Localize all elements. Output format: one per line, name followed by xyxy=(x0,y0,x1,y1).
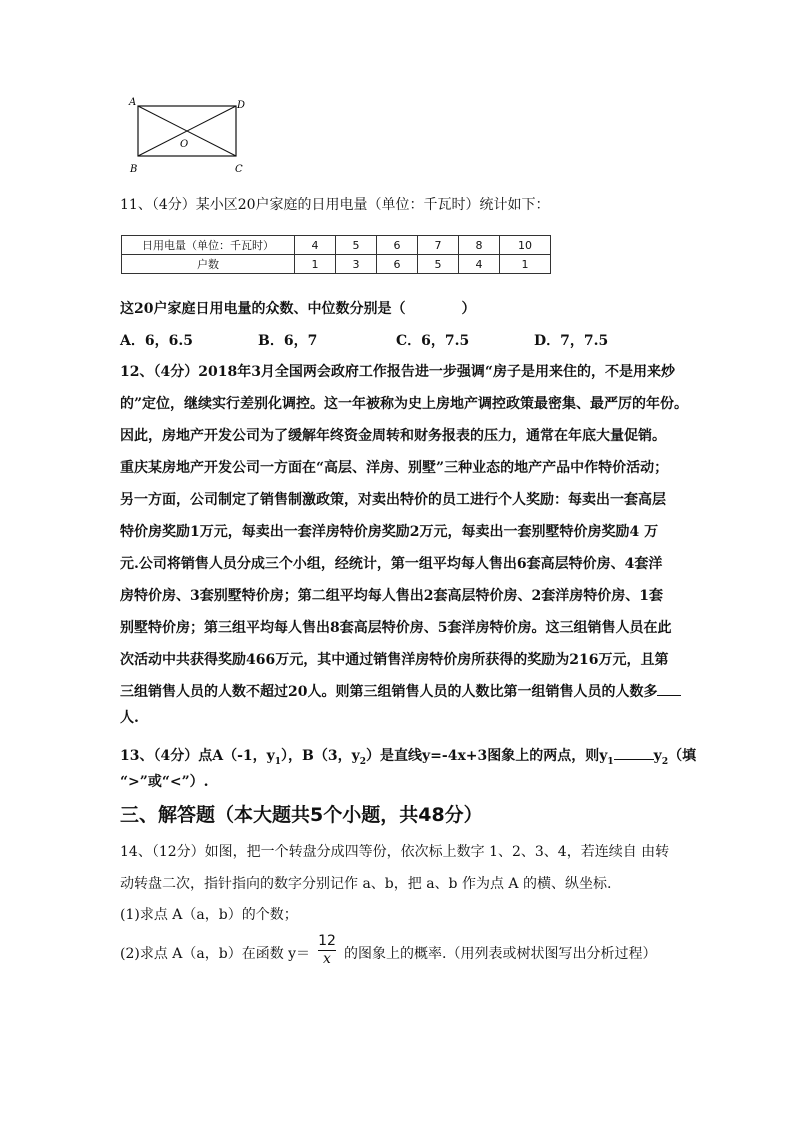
q12-line: 另一方面，公司制定了销售制激政策，对卖出特价的员工进行个人奖励：每卖出一套高层 xyxy=(120,492,666,508)
table-cell: 4 xyxy=(459,255,500,274)
table-row xyxy=(122,255,551,274)
option-a: A．6，6.5 xyxy=(120,333,193,349)
label-c: C xyxy=(235,164,243,175)
q14-line1: 14、（12分）如图，把一个转盘分成四等份，依次标上数字 1、2、3、4，若连续自 由转 xyxy=(120,844,670,860)
q14-sub2-pre: (2)求点 A（a，b）在函数 y＝ xyxy=(120,946,311,962)
option-d: D．7，7.5 xyxy=(534,333,609,349)
q13-text: 13、（4分）点A（-1，y xyxy=(120,748,275,764)
electricity-table xyxy=(121,235,551,274)
table-cell: 6 xyxy=(377,255,418,274)
q12-line: 12、（4分）2018年3月全国两会政府工作报告进一步强调“房子是用来住的，不是用来炒 xyxy=(120,364,675,380)
subscript: 1 xyxy=(607,756,614,767)
q13-text: ），B（3，y xyxy=(281,748,360,764)
q12-line: 特价房奖励1万元，每卖出一套洋房特价房奖励2万元，每卖出一套别墅特价房奖励4 万 xyxy=(120,524,659,540)
table-cell: 5 xyxy=(418,255,459,274)
q12-line: 三组销售人员的人数不超过20人。则第三组销售人员的人数比第一组销售人员的人数多 xyxy=(120,684,658,700)
fraction-denominator: x xyxy=(323,951,331,967)
q12-line: 房特价房、3套别墅特价房；第二组平均每人售出2套高层特价房、2套洋房特价房、1套 xyxy=(120,588,663,604)
table-cell: 4 xyxy=(295,236,336,255)
fraction-numerator: 12 xyxy=(318,933,336,949)
q12-line-end: 人. xyxy=(120,710,139,726)
table-cell: 1 xyxy=(295,255,336,274)
q12-line: 次活动中共获得奖励466万元，其中通过销售洋房特价房所获得的奖励为216万元，且第 xyxy=(120,652,669,668)
option-c: C．6，7.5 xyxy=(396,333,470,349)
label-a: A xyxy=(129,97,137,108)
label-o: O xyxy=(180,139,189,150)
label-d: D xyxy=(237,100,246,111)
q13-line1: 13、（4分）点A（-1，$y_1$），B（3，$y_2$）是直线y=-4x+3图象上的两点，则$y_1$ $y_2$（填 xyxy=(120,742,696,776)
table-cell: 6 xyxy=(377,236,418,255)
q12-last-text-line xyxy=(120,678,681,706)
table-row xyxy=(122,236,551,255)
table-cell: 8 xyxy=(459,236,500,255)
table-cell: 1 xyxy=(500,255,551,274)
q14-sub2-post: 的图象上的概率.（用列表或树状图写出分析过程） xyxy=(344,946,657,962)
table-cell: 5 xyxy=(336,236,377,255)
q14-sub1: (1)求点 A（a，b）的个数； xyxy=(120,907,298,923)
table-cell: 日用电量（单位：千瓦时） xyxy=(122,236,295,255)
rectangle-figure xyxy=(118,92,258,178)
answer-blank xyxy=(614,745,654,760)
label-b: B xyxy=(130,164,138,175)
subscript: 2 xyxy=(661,756,669,767)
option-b: B．6，7 xyxy=(258,333,318,349)
fraction-12-over-x xyxy=(316,933,338,967)
q14-line2: 动转盘二次，指针指向的数字分别记作 a、b，把 a、b 作为点 A 的横、纵坐标. xyxy=(120,876,612,892)
q13-text: （填 xyxy=(668,748,697,764)
q11-stem: 11、（4分）某小区20户家庭的日用电量（单位：千瓦时）统计如下： xyxy=(120,197,550,213)
q13-line2: “>”或“<”）. xyxy=(120,774,209,790)
table-cell: 3 xyxy=(336,255,377,274)
q12-line: 元.公司将销售人员分成三个小组，经统计，第一组平均每人售出6套高层特价房、4套洋 xyxy=(120,556,663,572)
q12-line: 重庆某房地产开发公司一方面在“高层、洋房、别墅”三种业态的地产产品中作特价活动； xyxy=(120,460,669,476)
table-cell: 7 xyxy=(418,236,459,255)
q12-line: 的”定位，继续实行差别化调控。这一年被称为史上房地产调控政策最密集、最严厉的年份。 xyxy=(120,396,689,412)
subscript: 2 xyxy=(359,756,367,767)
q11-question: 这20户家庭日用电量的众数、中位数分别是（ ） xyxy=(120,301,476,317)
answer-blank xyxy=(657,681,681,696)
q12-line: 因此，房地产开发公司为了缓解年终资金周转和财务报表的压力，通常在年底大量促销。 xyxy=(120,428,666,444)
subscript: 1 xyxy=(274,756,282,767)
table-cell: 户数 xyxy=(122,255,295,274)
section-heading: 三、解答题（本大题共5个小题，共48分） xyxy=(120,804,483,826)
q12-line: 别墅特价房；第三组平均每人售出8套高层特价房、5套洋房特价房。这三组销售人员在此 xyxy=(120,620,672,636)
q13-text: ）是直线y=-4x+3图象上的两点，则y xyxy=(366,748,608,764)
table-cell: 10 xyxy=(500,236,551,255)
